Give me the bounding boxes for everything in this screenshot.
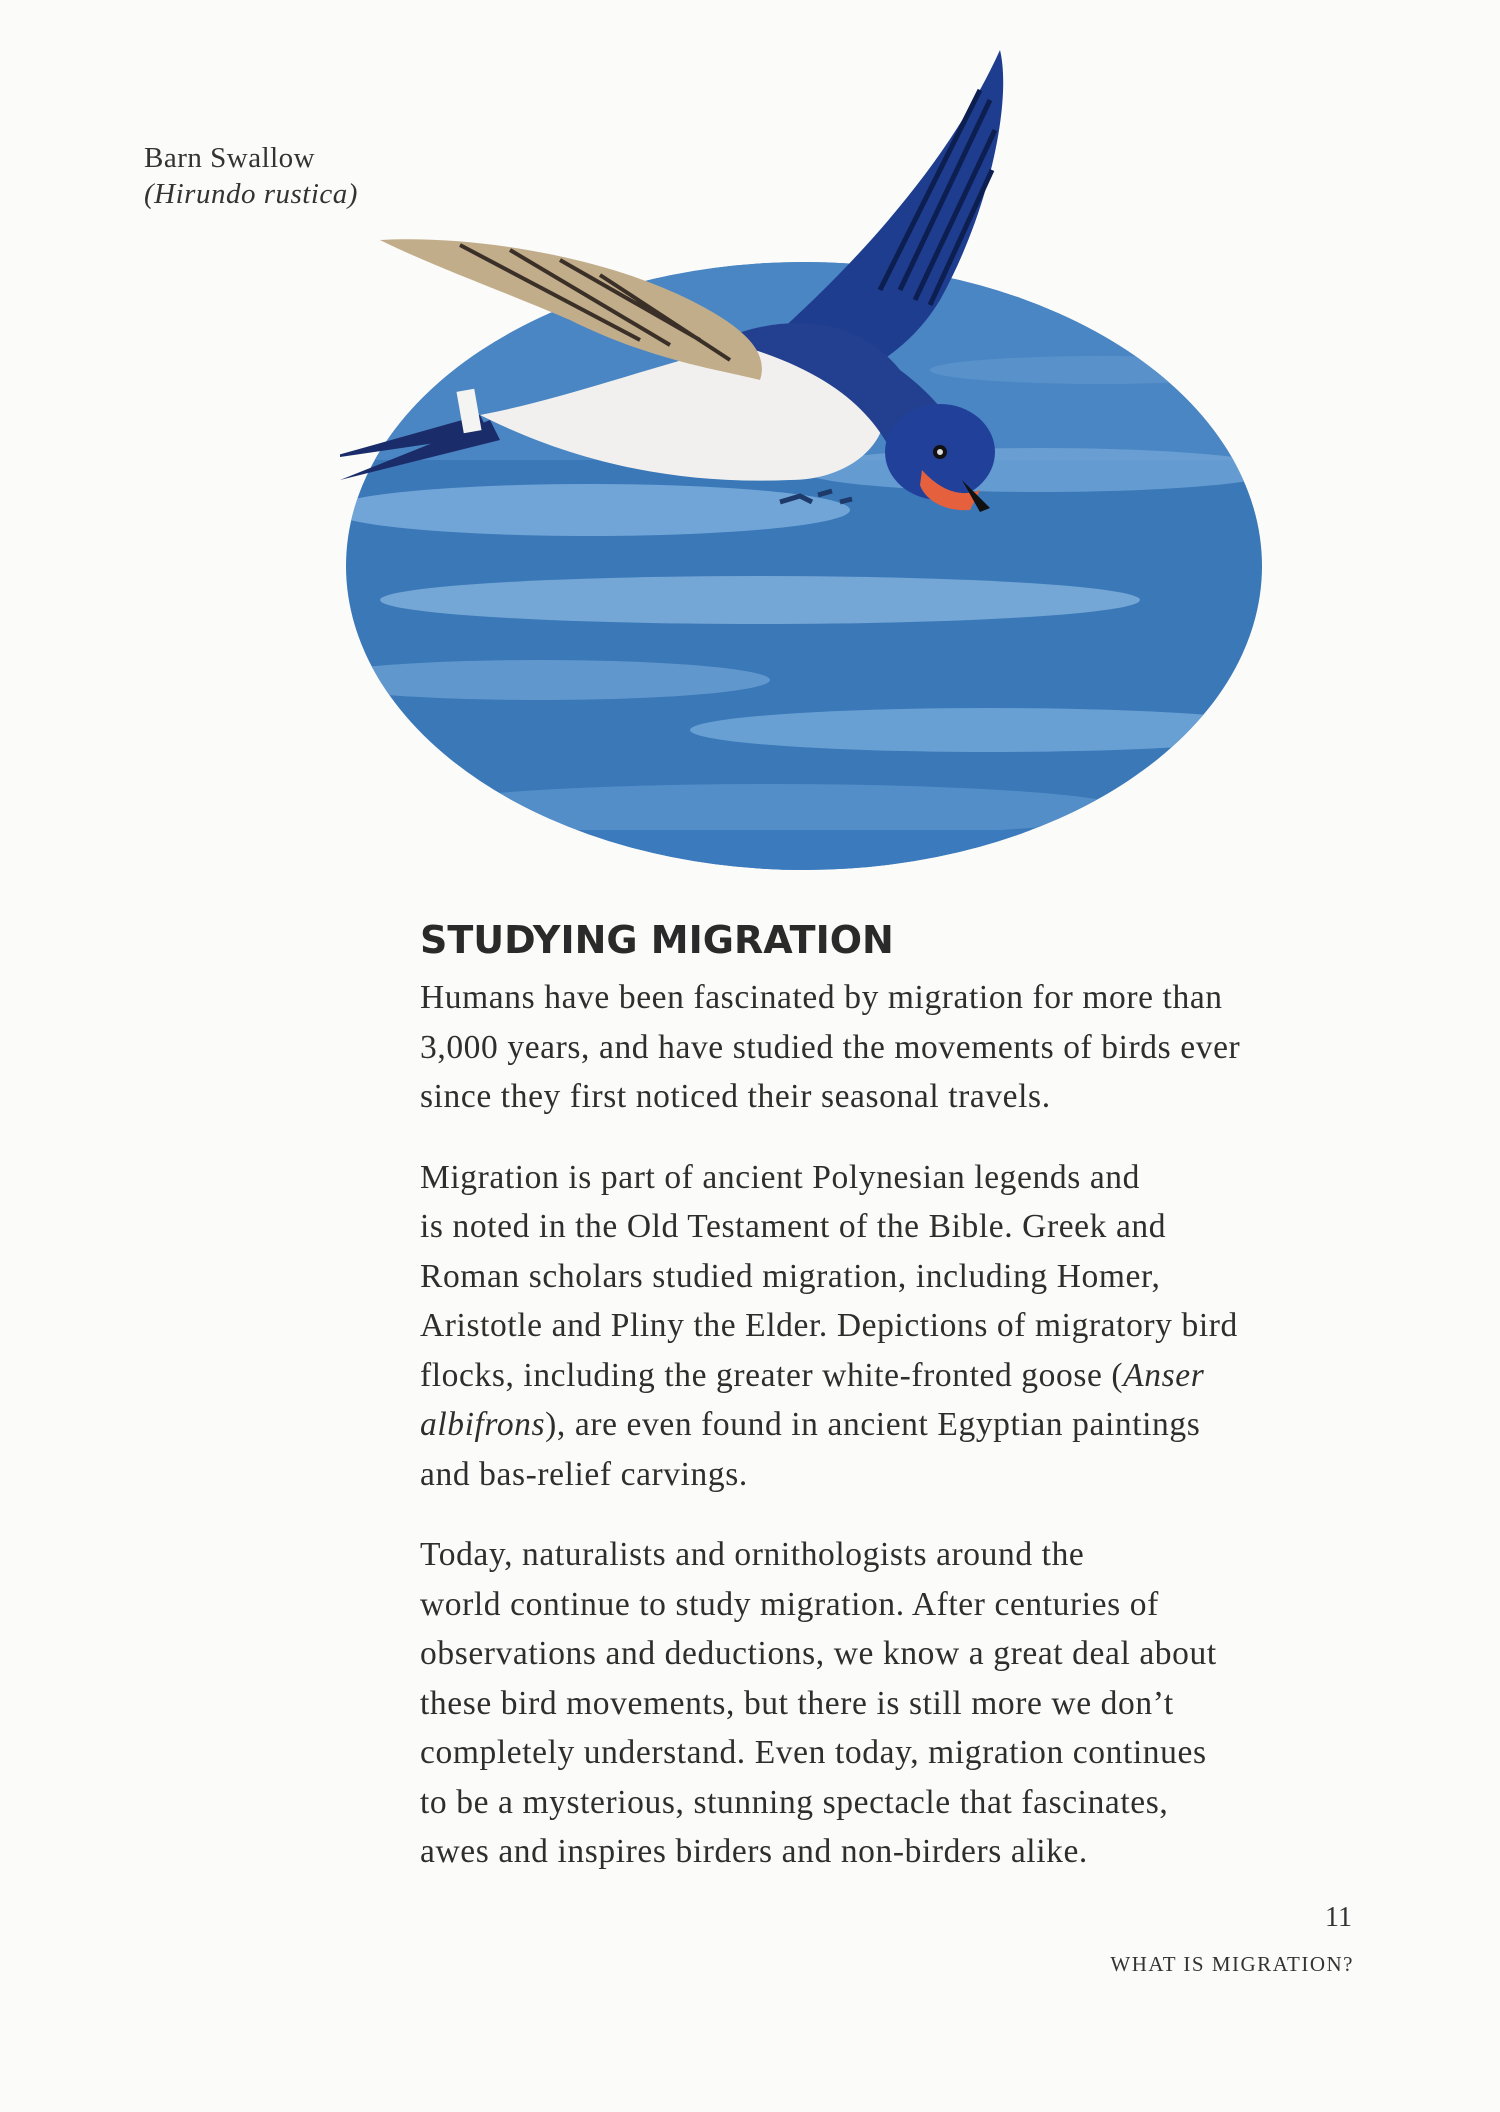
text-segment: these bird movements, but there is still more we don’t: [420, 1684, 1174, 1722]
text-line: [420, 1679, 1380, 1729]
section-heading: STUDYING MIGRATION: [420, 918, 894, 962]
paragraph: [420, 1153, 1380, 1500]
running-head: WHAT IS MIGRATION?: [1110, 1952, 1354, 1976]
text-line: [420, 1252, 1380, 1302]
italic-scientific-name: albifrons: [420, 1406, 546, 1443]
text-line: [420, 1827, 1380, 1877]
text-segment: completely understand. Even today, migration continues: [420, 1734, 1207, 1771]
text-line: [420, 1301, 1380, 1351]
italic-scientific-name: Anser: [1123, 1356, 1205, 1394]
text-segment: world continue to study migration. After centuries of: [420, 1585, 1159, 1623]
caption-scientific-name: (Hirundo rustica): [144, 178, 358, 210]
text-segment: Aristotle and Pliny the Elder. Depictions of migratory bird: [420, 1307, 1238, 1344]
text-line: [420, 1351, 1380, 1401]
text-segment: observations and deductions, we know a great deal about: [420, 1635, 1217, 1672]
text-segment: Roman scholars studied migration, including Homer,: [420, 1257, 1161, 1295]
text-segment: and bas-relief carvings.: [420, 1455, 748, 1493]
page-number: 11: [1325, 1902, 1352, 1933]
text-line: [420, 1629, 1380, 1679]
barn-swallow-illustration: [340, 40, 1280, 880]
text-line: [420, 1580, 1380, 1630]
text-line: [420, 1728, 1380, 1778]
text-segment: ), are even found in ancient Egyptian paintings: [545, 1406, 1201, 1443]
text-segment: to be a mysterious, stunning spectacle that fascinates,: [420, 1783, 1169, 1821]
text-segment: flocks, including the greater white-fronted goose (: [420, 1356, 1124, 1394]
text-segment: Migration is part of ancient Polynesian legends and: [420, 1158, 1140, 1196]
text-line: [420, 1778, 1380, 1828]
caption-common-name: Barn Swallow: [144, 142, 316, 174]
text-segment: Humans have been fascinated by migration for more than: [420, 979, 1223, 1016]
illustration-caption: [144, 140, 358, 212]
text-segment: is noted in the Old Testament of the Bible. Greek and: [420, 1208, 1167, 1245]
text-line: [420, 1072, 1380, 1122]
paragraph: [420, 1530, 1380, 1877]
text-segment: Today, naturalists and ornithologists around the: [420, 1536, 1085, 1573]
text-line: [420, 1202, 1380, 1252]
paragraph: [420, 973, 1380, 1122]
text-segment: awes and inspires birders and non-birders alike.: [420, 1833, 1088, 1870]
text-line: [420, 1023, 1380, 1073]
text-line: [420, 973, 1380, 1023]
article-body: [420, 973, 1380, 1908]
text-segment: since they first noticed their seasonal travels.: [420, 1078, 1051, 1115]
text-line: [420, 1400, 1380, 1450]
text-line: [420, 1153, 1380, 1203]
text-segment: 3,000 years, and have studied the movements of birds ever: [420, 1028, 1241, 1066]
text-line: [420, 1530, 1380, 1580]
text-line: [420, 1450, 1380, 1500]
